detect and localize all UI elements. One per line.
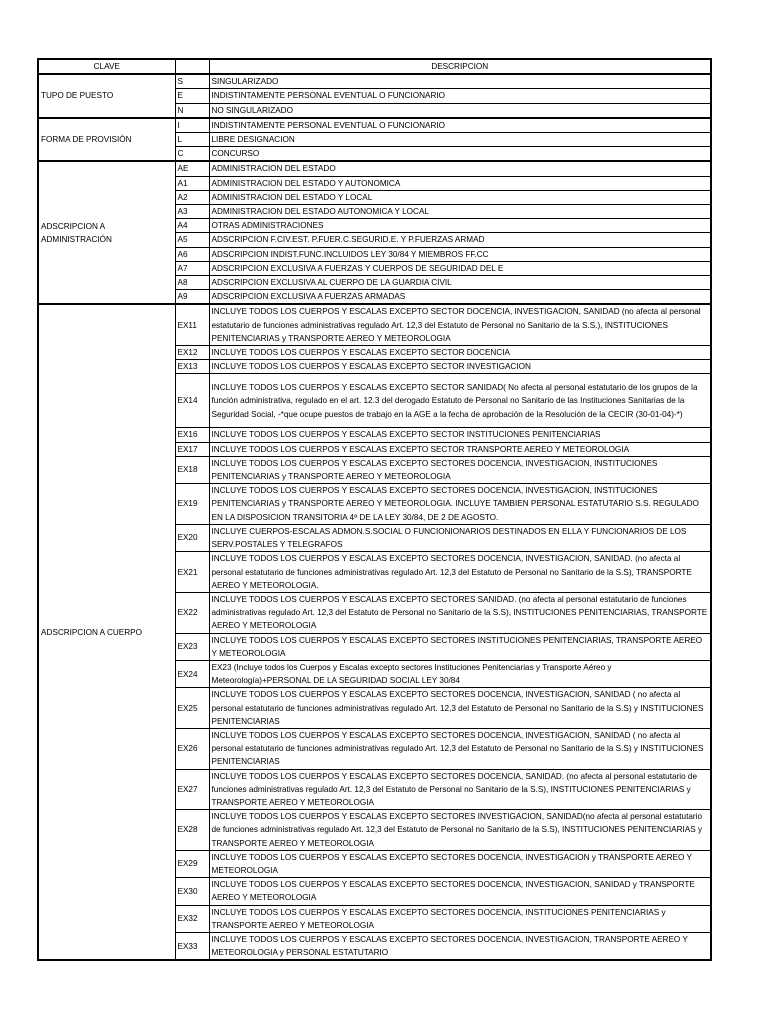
- description-cell: ADMINISTRACION DEL ESTADO Y LOCAL: [209, 190, 711, 204]
- category-label: FORMA DE PROVISIÓN: [38, 118, 175, 162]
- description-cell: ADMINISTRACION DEL ESTADO AUTONOMICA Y LOCAL: [209, 205, 711, 219]
- header-descripcion: DESCRIPCION: [209, 59, 711, 74]
- description-cell: LIBRE DESIGNACION: [209, 133, 711, 147]
- code-cell: A4: [175, 219, 209, 233]
- description-cell: ADSCRIPCION F.CIV.EST. P.FUER.C.SEGURID.E. Y P.FUERZAS ARMAD: [209, 233, 711, 247]
- description-cell: ADSCRIPCION INDIST.FUNC.INCLUIDOS LEY 30/84 Y MIEMBROS FF.CC: [209, 247, 711, 261]
- description-cell: INCLUYE TODOS LOS CUERPOS Y ESCALAS EXCEPTO SECTORES DOCENCIA, SANIDAD. (no afecta al personal estatutario de funciones administrativas regulado Art. 12,3 del Estatuto de Personal no Sanitario de la S.S), INSTITUCIONES PENITENCIARIAS y TRANSPORTE AEREO Y METEOROLOGIA: [209, 769, 711, 810]
- description-cell: INCLUYE TODOS LOS CUERPOS Y ESCALAS EXCEPTO SECTOR TRANSPORTE AEREO Y METEOROLOGIA: [209, 442, 711, 456]
- table-row: [38, 74, 711, 89]
- description-cell: ADMINISTRACION DEL ESTADO: [209, 161, 711, 176]
- code-table-sheet: [37, 58, 710, 961]
- table-row: [38, 161, 711, 176]
- code-cell: EX16: [175, 428, 209, 442]
- category-label: TUPO DE PUESTO: [38, 74, 175, 118]
- code-cell: L: [175, 133, 209, 147]
- description-cell: INCLUYE TODOS LOS CUERPOS Y ESCALAS EXCEPTO SECTOR DOCENCIA: [209, 346, 711, 360]
- description-cell: INDISTINTAMENTE PERSONAL EVENTUAL O FUNCIONARIO: [209, 89, 711, 103]
- code-cell: EX20: [175, 524, 209, 551]
- code-cell: A5: [175, 233, 209, 247]
- code-cell: I: [175, 118, 209, 133]
- header-row: [38, 59, 711, 74]
- header-clave: CLAVE: [38, 59, 175, 74]
- description-cell: INCLUYE TODOS LOS CUERPOS Y ESCALAS EXCEPTO SECTORES DOCENCIA, INVESTIGACION, TRANSPORTE AEREO Y METEOROLOGIA y PERSONAL ESTATUTARIO: [209, 932, 711, 960]
- description-cell: EX23 (Incluye todos los Cuerpos y Escalas excepto sectores Instituciones Penitenciarias y Transporte Aéreo y Meteorología)+PERSONAL DE LA SEGURIDAD SOCIAL LEY 30/84: [209, 660, 711, 687]
- description-cell: INDISTINTAMENTE PERSONAL EVENTUAL O FUNCIONARIO: [209, 118, 711, 133]
- description-cell: INCLUYE TODOS LOS CUERPOS Y ESCALAS EXCEPTO SECTORES DOCENCIA, INVESTIGACION, SANIDAD ( no afecta al personal estatutario de funciones administrativas regulado Art. 12,3 del Estatuto de Personal no Sanitario de la S.S) y INSTITUCIONES PENITENCIARIAS: [209, 728, 711, 769]
- description-cell: INCLUYE TODOS LOS CUERPOS Y ESCALAS EXCEPTO SECTOR DOCENCIA, INVESTIGACION, SANIDAD (no afecta al personal estatutario de funciones administrativas regulado Art. 12,3 del Estatuto de Personal no Sanitario de la S.S.), INSTITUCIONES PENITENCIARIAS y TRANSPORTE AEREO Y METEOROLOGIA: [209, 304, 711, 345]
- code-cell: EX24: [175, 660, 209, 687]
- description-cell: ADSCRIPCION EXCLUSIVA A FUERZAS ARMADAS: [209, 290, 711, 305]
- code-cell: A3: [175, 205, 209, 219]
- description-cell: INCLUYE TODOS LOS CUERPOS Y ESCALAS EXCEPTO SECTORES DOCENCIA, INSTITUCIONES PENITENCIARIAS y TRANSPORTE AEREO Y METEOROLOGIA: [209, 905, 711, 932]
- code-cell: EX29: [175, 850, 209, 877]
- description-cell: INCLUYE TODOS LOS CUERPOS Y ESCALAS EXCEPTO SECTORES DOCENCIA, INVESTIGACION, INSTITUCIONES PENITENCIARIAS y TRANSPORTE AEREO Y METEOROLOGIA: [209, 456, 711, 483]
- code-cell: N: [175, 103, 209, 118]
- code-cell: EX27: [175, 769, 209, 810]
- code-cell: EX18: [175, 456, 209, 483]
- code-cell: C: [175, 147, 209, 162]
- code-cell: A2: [175, 190, 209, 204]
- code-cell: A1: [175, 176, 209, 190]
- code-cell: EX30: [175, 878, 209, 905]
- description-cell: NO SINGULARIZADO: [209, 103, 711, 118]
- table-row: [38, 118, 711, 133]
- code-cell: EX25: [175, 688, 209, 729]
- description-cell: INCLUYE TODOS LOS CUERPOS Y ESCALAS EXCEPTO SECTORES SANIDAD. (no afecta al personal estatutario de funciones administrativas regulado Art. 12,3 del Estatuto de Personal no Sanitario de la S.S), INSTITUCIONES PENITENCIARIAS, TRANSPORTE AEREO Y METEOROLOGIA: [209, 592, 711, 633]
- code-cell: A9: [175, 290, 209, 305]
- code-cell: A6: [175, 247, 209, 261]
- description-cell: INCLUYE TODOS LOS CUERPOS Y ESCALAS EXCEPTO SECTORES INSTITUCIONES PENITENCIARIAS, TRANSPORTE AEREO Y METEOROLOGIA: [209, 633, 711, 660]
- description-cell: INCLUYE TODOS LOS CUERPOS Y ESCALAS EXCEPTO SECTORES DOCENCIA, INVESTIGACION y TRANSPORTE AEREO Y METEOROLOGIA: [209, 850, 711, 877]
- category-label: ADSCRIPCION A ADMINISTRACIÓN: [38, 161, 175, 304]
- code-cell: E: [175, 89, 209, 103]
- code-cell: EX21: [175, 552, 209, 593]
- code-cell: EX13: [175, 360, 209, 374]
- description-cell: ADMINISTRACION DEL ESTADO Y AUTONOMICA: [209, 176, 711, 190]
- code-cell: S: [175, 74, 209, 89]
- description-cell: INCLUYE TODOS LOS CUERPOS Y ESCALAS EXCEPTO SECTOR SANIDAD( No afecta al personal estatutario de los grupos de la función administrativa, regulado en el art. 12.3 del derogado Estatuto de Personal no Sanitario de las Instituciones Sanitarias de la Seguridad Social, -*que ocupe puestos de trabajo en la AGE a la fecha de aprobación de la Resolución de la CECIR (30-01-04)-*): [209, 374, 711, 428]
- category-label: ADSCRIPCION A CUERPO: [38, 304, 175, 960]
- code-cell: EX14: [175, 374, 209, 428]
- code-cell: EX26: [175, 728, 209, 769]
- description-cell: OTRAS ADMINISTRACIONES: [209, 219, 711, 233]
- code-cell: EX17: [175, 442, 209, 456]
- code-cell: EX11: [175, 304, 209, 345]
- code-cell: EX23: [175, 633, 209, 660]
- code-cell: A8: [175, 276, 209, 290]
- description-cell: ADSCRIPCION EXCLUSIVA AL CUERPO DE LA GUARDIA CIVIL: [209, 276, 711, 290]
- code-table: [37, 58, 712, 961]
- description-cell: CONCURSO: [209, 147, 711, 162]
- table-body: [38, 74, 711, 960]
- description-cell: INCLUYE TODOS LOS CUERPOS Y ESCALAS EXCEPTO SECTORES DOCENCIA, INVESTIGACION, SANIDAD y TRANSPORTE AEREO Y METEOROLOGIA: [209, 878, 711, 905]
- description-cell: INCLUYE CUERPOS-ESCALAS ADMON.S.SOCIAL O FUNCIONIONARIOS DESTINADOS EN ELLA Y FUNCIONARIOS DE LOS SERV.POSTALES Y TELEGRAFOS: [209, 524, 711, 551]
- table-row: [38, 304, 711, 345]
- description-cell: INCLUYE TODOS LOS CUERPOS Y ESCALAS EXCEPTO SECTOR INVESTIGACION: [209, 360, 711, 374]
- code-cell: EX19: [175, 484, 209, 525]
- description-cell: INCLUYE TODOS LOS CUERPOS Y ESCALAS EXCEPTO SECTORES DOCENCIA, INVESTIGACION, SANIDAD. (no afecta al personal estatutario de funciones administrativas regulado Art. 12,3 del Estatuto de Personal no Sanitario de la S.S), TRANSPORTE AEREO Y METEOROLOGIA.: [209, 552, 711, 593]
- code-cell: A7: [175, 261, 209, 275]
- code-cell: EX28: [175, 810, 209, 851]
- description-cell: SINGULARIZADO: [209, 74, 711, 89]
- code-cell: EX32: [175, 905, 209, 932]
- code-cell: EX22: [175, 592, 209, 633]
- code-cell: AE: [175, 161, 209, 176]
- header-blank: [175, 59, 209, 74]
- code-cell: EX12: [175, 346, 209, 360]
- description-cell: ADSCRIPCION EXCLUSIVA A FUERZAS Y CUERPOS DE SEGURIDAD DEL E: [209, 261, 711, 275]
- code-cell: EX33: [175, 932, 209, 960]
- description-cell: INCLUYE TODOS LOS CUERPOS Y ESCALAS EXCEPTO SECTOR INSTITUCIONES PENITENCIARIAS: [209, 428, 711, 442]
- description-cell: INCLUYE TODOS LOS CUERPOS Y ESCALAS EXCEPTO SECTORES DOCENCIA, INVESTIGACION, INSTITUCIONES PENITENCIARIAS y TRANSPORTE AEREO Y METEOROLOGIA. INCLUYE TAMBIEN PERSONAL ESTATUTARIO S.S. REGULADO EN LA DISPOSICION TRANSITORIA 4ª DE LA LEY 30/84, DE 2 DE AGOSTO.: [209, 484, 711, 525]
- description-cell: INCLUYE TODOS LOS CUERPOS Y ESCALAS EXCEPTO SECTORES INVESTIGACION, SANIDAD(no afecta al personal estatutario de funciones administrativas regulado Art. 12,3 del Estatuto de Personal no Sanitario de la S.S), INSTITUCIONES PENITENCIARIAS y TRANSPORTE AEREO Y METEOROLOGIA: [209, 810, 711, 851]
- description-cell: INCLUYE TODOS LOS CUERPOS Y ESCALAS EXCEPTO SECTORES DOCENCIA, INVESTIGACION, SANIDAD ( no afecta al personal estatutario de funciones administrativas regulado Art. 12,3 del Estatuto de Personal no Sanitario de la S.S) y INSTITUCIONES PENITENCIARIAS: [209, 688, 711, 729]
